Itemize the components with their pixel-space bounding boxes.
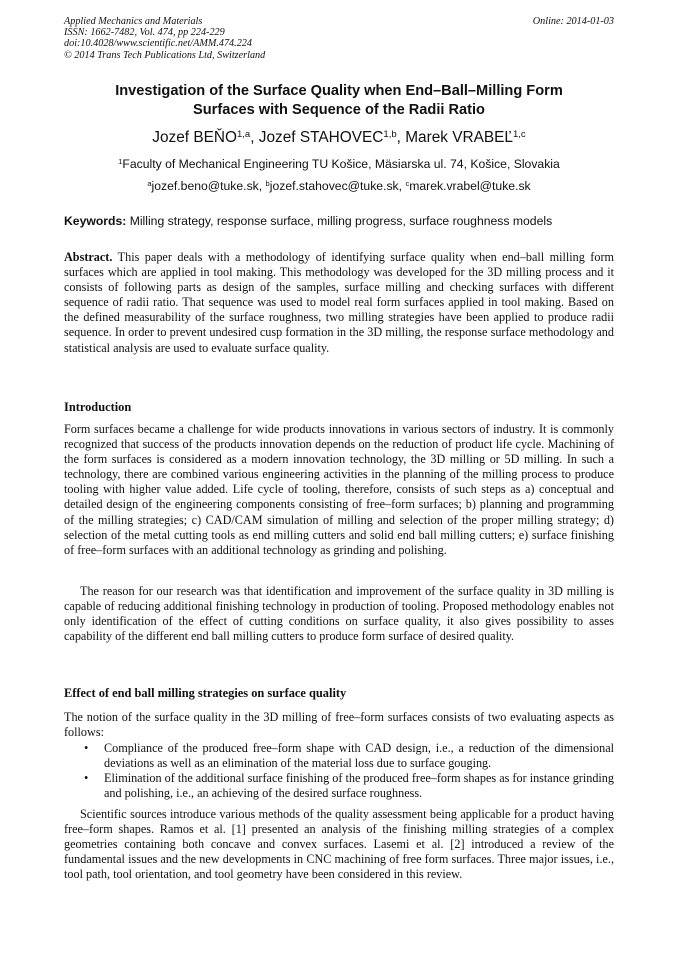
author-affil-sup: 1,b bbox=[383, 128, 397, 140]
abstract-label: Abstract. bbox=[64, 250, 113, 264]
journal-header bbox=[64, 16, 265, 61]
intro-paragraph-2: The reason for our research was that identification and improvement of the surface quality in 3D milling is capable of reducing additional finishing technology in production of tooling. Proposed methodology enables not only identification of the effect of cutting conditions on surface quality, it also gives possibility to asses capability of the different end ball milling cutters to produce form surface of desired quality. bbox=[64, 584, 614, 644]
list-item-text: Compliance of the produced free–form shape with CAD design, i.e., a reduction of the dimensional deviations as well as an elimination of the material loss due to surface gouging. bbox=[104, 741, 614, 771]
section2-heading: Effect of end ball milling strategies on surface quality bbox=[64, 686, 347, 700]
author-affil-sup: 1,c bbox=[512, 128, 526, 140]
paper-title bbox=[64, 82, 614, 120]
journal-name: Applied Mechanics and Materials bbox=[64, 16, 203, 27]
author-name: Marek VRABEĽ bbox=[405, 129, 513, 146]
author-separator: , bbox=[250, 129, 259, 146]
bullet-glyph: • bbox=[84, 771, 89, 786]
email-link[interactable]: marek.vrabel@tuke.sk bbox=[409, 179, 531, 193]
email-sup: c bbox=[405, 178, 410, 188]
list-item bbox=[64, 741, 614, 771]
keywords-text: Milling strategy, response surface, milling progress, surface roughness models bbox=[126, 214, 553, 228]
author-name: Jozef BEŇO bbox=[152, 129, 237, 146]
title-line-1: Investigation of the Surface Quality when End–Ball–Milling Form bbox=[115, 83, 563, 99]
email-separator: , bbox=[258, 179, 266, 193]
email-link[interactable]: jozef.beno@tuke.sk bbox=[151, 179, 259, 193]
email-list bbox=[40, 178, 638, 194]
title-line-2: Surfaces with Sequence of the Radii Ratio bbox=[193, 102, 485, 118]
affiliation-text: Faculty of Mechanical Engineering TU Košice, Mäsiarska ul. 74, Košice, Slovakia bbox=[122, 157, 560, 171]
keywords-label: Keywords: bbox=[64, 214, 127, 228]
online-date bbox=[533, 16, 614, 27]
author-affil-sup: 1,a bbox=[236, 128, 251, 140]
affiliation-sup: 1 bbox=[118, 156, 123, 166]
email-sup: a bbox=[147, 178, 152, 188]
email-separator: , bbox=[398, 179, 406, 193]
intro-heading: Introduction bbox=[64, 400, 132, 414]
abstract bbox=[64, 250, 614, 356]
author-separator: , bbox=[396, 129, 406, 146]
online-date-text: Online: 2014-01-03 bbox=[532, 16, 614, 27]
affiliation bbox=[40, 156, 638, 172]
abstract-text: This paper deals with a methodology of identifying surface quality when end–ball milling form surfaces which are applied in tool making. This methodology was developed for the 3D milling process and it consists of following parts as design of the samples, surface milling and checking surfaces with different sequence of radii ratio. That sequence was used to model real form surfaces applied in tool making. Based on the defined measurability of the surface roughness, two milling strategies have been applied to produce radii sequence. In order to prevent undesired cusp formation in the 3D milling, the response surface methodology and statistical analysis are used to evaluate surface quality. bbox=[64, 250, 614, 355]
list-item bbox=[64, 771, 614, 801]
intro-paragraph-1: Form surfaces became a challenge for wide products innovations in various sectors of industry. It is commonly recognized that success of the products innovation depends on the reduction of product life cycle. Machining of the form surfaces is considered as a modern innovation technology, the 3D milling or 5D milling. In such a technology, there are combined various engineering activities in the planning of the milling process to produce tooling with higher value added. Life cycle of tooling, therefore, consists of such steps as a) conceptual and detailed design of the engineering components consisting of free–form surfaces; b) planning and programming of the milling strategies; c) CAD/CAM simulation of milling and selection of the proper milling strategy; d) selection of the metal cutting tools as end milling cutters and solid end ball milling cutters; e) surface finishing of free–form surfaces with an additional technology as grinding and polishing. bbox=[64, 422, 614, 557]
doi-line: doi:10.4028/www.scientific.net/AMM.474.224 bbox=[64, 38, 252, 50]
issn-line: ISSN: 1662-7482, Vol. 474, pp 224-229 bbox=[64, 27, 225, 39]
keywords bbox=[64, 213, 614, 229]
author-list bbox=[40, 128, 638, 148]
email-sup: b bbox=[265, 178, 270, 188]
list-item-text: Elimination of the additional surface finishing of the produced free–form shapes as for instance grinding and polishing, i.e., an achieving of the desired surface roughness. bbox=[104, 771, 614, 801]
email-link[interactable]: jozef.stahovec@tuke.sk bbox=[269, 179, 399, 193]
author-name: Jozef STAHOVEC bbox=[258, 129, 384, 146]
bullet-glyph: • bbox=[84, 741, 89, 755]
section2-paragraph-1: The notion of the surface quality in the 3D milling of free–form surfaces consists of two evaluating aspects as follows: bbox=[64, 710, 614, 740]
section2-paragraph-2: Scientific sources introduce various methods of the quality assessment being applicable for a product having free–form shapes. Ramos et al. [1] presented an analysis of the finishing milling strategies of a complex geometries containing both concave and convex surfaces. Lasemi et al. [2] introduced a review of the fundamental issues and the new developments in CNC machining of free form surfaces. Three major issues, i.e., tool path, tool orientation, and tool geometry have been considered in this review. bbox=[64, 807, 614, 882]
aspect-list bbox=[64, 741, 614, 801]
copyright-line: © 2014 Trans Tech Publications Ltd, Switzerland bbox=[64, 49, 266, 61]
